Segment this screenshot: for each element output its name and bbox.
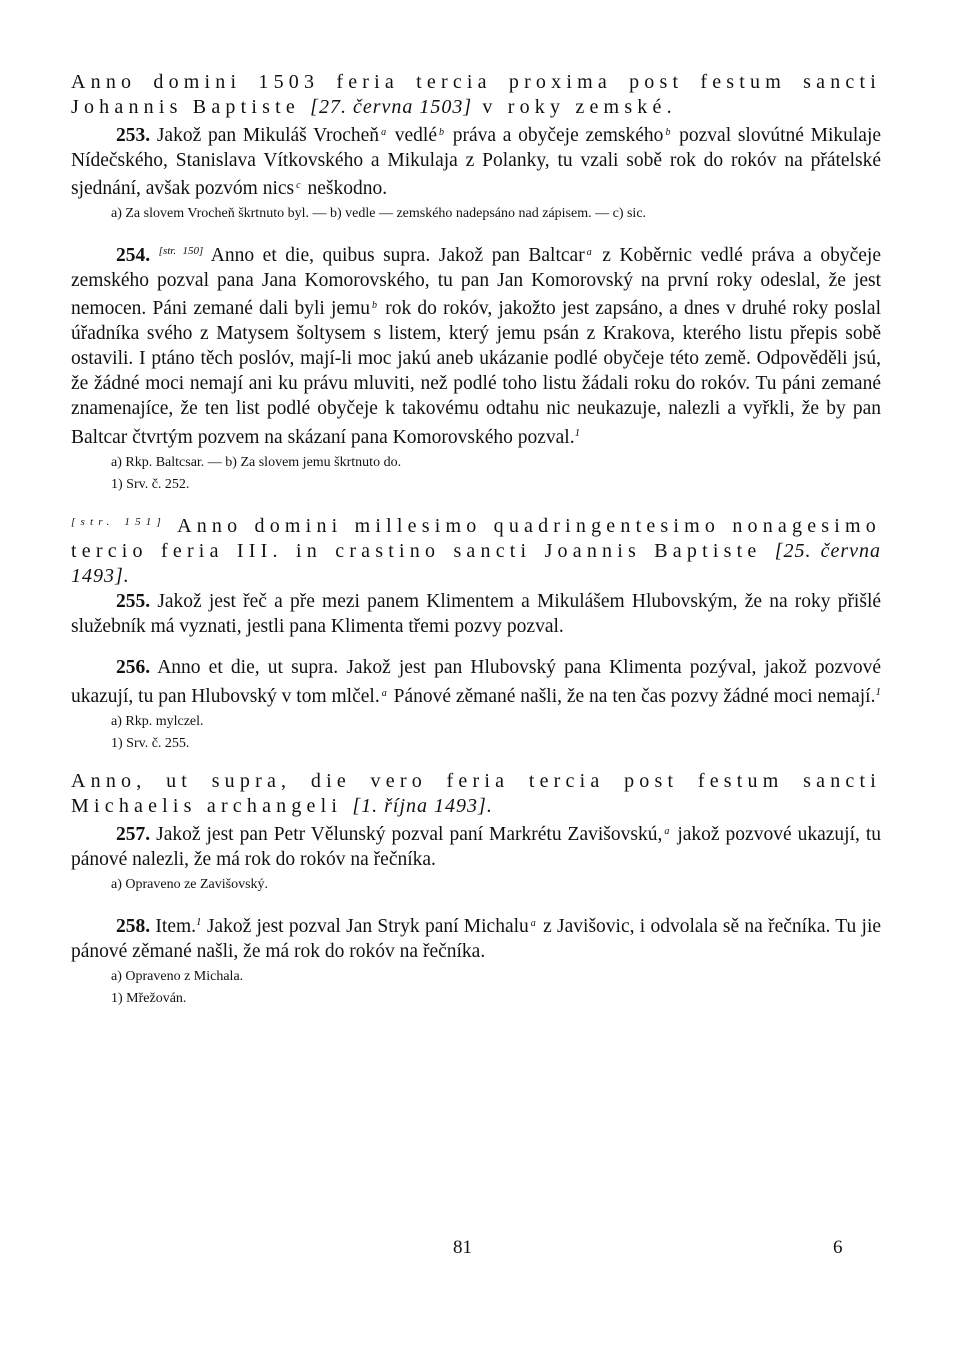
footnote: 1) Srv. č. 255. (111, 736, 190, 751)
note-mark: b (372, 300, 378, 311)
entry-254 (71, 239, 881, 450)
entry-number: 256. (116, 657, 151, 678)
sheet-signature: 6 (833, 1237, 843, 1258)
note-mark: c (296, 180, 301, 191)
entry-text: Pánové zěmané našli, že na ten čas pozvy žádné moci nemají. (393, 686, 876, 707)
entry-text: Anno et die, ut supra. Jakož jest pan Hlubovský pana Klimenta pozýval, jakož pozvové ukazují, tu pan Hlubovský v tom mlčel. (71, 657, 881, 707)
entry-number: 255. (116, 591, 151, 612)
footnote: 1) Srv. č. 252. (111, 477, 190, 492)
entry-number: 257. (116, 824, 151, 845)
note-mark: a (381, 688, 387, 699)
footnote: a) Opraveno ze Zavišovský. (111, 877, 269, 892)
section-heading-1493-june (71, 510, 881, 589)
entry-text: pozval slovútné Mikulaje Nídečského, Stanislava Vítkovského a Mikulaja z Polanky, tu vzali sobě rok do rokóv na přátelské sjednání, avšak pozvóm nics (71, 125, 882, 199)
note-mark: a (586, 247, 592, 258)
note-mark: 1 (875, 686, 881, 698)
note-mark: b (665, 127, 671, 138)
footnote: a) Opraveno z Michala. (111, 969, 244, 984)
entry-253 (71, 120, 881, 201)
entry-text: Jakož jest řeč a pře mezi panem Klimentem a Mikulášem Hlubovským, že na roky přišlé služebník má vyznati, jestli pana Klimenta třemi pozvy pozval. (71, 591, 882, 637)
entry-text: jakož pozvové ukazují, tu pánové nalezli, že má rok do rokóv na řečníka. (71, 824, 882, 870)
section-heading-1503 (71, 70, 881, 120)
entry-text: neškodno. (307, 178, 388, 199)
note-mark: a (664, 826, 670, 837)
note-mark: a (381, 127, 387, 138)
page-reference: [str. 151] (71, 516, 166, 528)
footnote: a) Rkp. Baltcsar. — b) Za slovem jemu škrtnuto do. (111, 455, 402, 470)
note-mark: 1 (574, 427, 581, 439)
entry-text: vedlé (394, 125, 438, 146)
entry-number: 253. (116, 125, 151, 146)
footnote: a) Za slovem Vrocheň škrtnuto byl. — b) vedle — zemského nadepsáno nad zápisem. — c) sic. (111, 206, 647, 221)
heading-date: [27. června 1503] (310, 96, 473, 118)
entry-text: Jakož jest pan Petr Vělunský pozval paní Markrétu Zavišovskú, (156, 824, 663, 845)
note-mark: b (439, 127, 445, 138)
entry-255 (71, 589, 881, 639)
entry-text: z Javišovic, i odvolala sě na řečníka. Tu jie pánové zěmané našli, že má rok do rokóv na řečníka. (71, 916, 882, 962)
section-heading-1493-october (71, 769, 881, 819)
entry-number: 258. (116, 916, 151, 937)
entry-256 (71, 655, 881, 709)
entry-text: Item. (155, 916, 197, 937)
heading-date: [25. června 1493]. (71, 540, 882, 587)
page-number: 81 (453, 1237, 472, 1258)
note-mark: a (530, 918, 536, 929)
entry-257 (71, 819, 881, 872)
entry-text: Jakož jest pozval Jan Stryk paní Michalu (206, 916, 529, 937)
heading-date: [1. října 1493]. (352, 795, 493, 817)
entry-text: práva a obyčeje zemského (452, 125, 664, 146)
heading-text: Anno domini millesimo quadringentesimo nonagesimo tercio feria III. in crastino sancti Joannis Baptiste (71, 515, 881, 562)
page-reference: [str. 150] (158, 245, 204, 257)
entry-258 (71, 910, 881, 964)
heading-text: Anno, ut supra, die vero feria tercia post festum sancti Michaelis archangeli (71, 770, 881, 817)
entry-text: Jakož pan Mikuláš Vrocheň (156, 125, 380, 146)
heading-text: Anno domini 1503 feria tercia proxima post festum sancti Johannis Baptiste (71, 71, 881, 118)
entry-text: z Koběrnic vedlé práva a obyčeje zemského pozval pana Jana Komorovského, tu pan Jan Komorovský na první roky odeslal, že jest nemocen. Páni zemané dali byli jemu (71, 245, 882, 319)
heading-tail: v roky zemské. (482, 96, 677, 118)
footnote: 1) Mřežován. (111, 991, 187, 1006)
footnote: a) Rkp. mylczel. (111, 714, 204, 729)
entry-number: 254. (116, 245, 151, 266)
entry-text: Anno et die, quibus supra. Jakož pan Baltcar (210, 245, 585, 266)
document-page (71, 70, 881, 1008)
note-mark: 1 (196, 916, 202, 928)
entry-text: rok do rokóv, jakožto jest zapsáno, a dnes v druhé roky poslal úřadníka svého z Matysem šoltysem s listem, který jemu psán z Krakova, kterého listu přepis sobě ostavili. I ptáno těch poslóv, mají-li moc jakú aneb ukázanie podlé obyčeje této země. Odpověděli jsú, že žádné moci nemají ani ku právu mluviti, než podlé toho listu žádali roku do rokóv. Tu páni zemané znamenajíce, že ten list podlé obyčeje k takovému odtahu nic neukazuje, nalezli a vyřkli, že by pan Baltcar čtvrtým pozvem na skázaní pana Komorovského pozval. (71, 298, 882, 448)
